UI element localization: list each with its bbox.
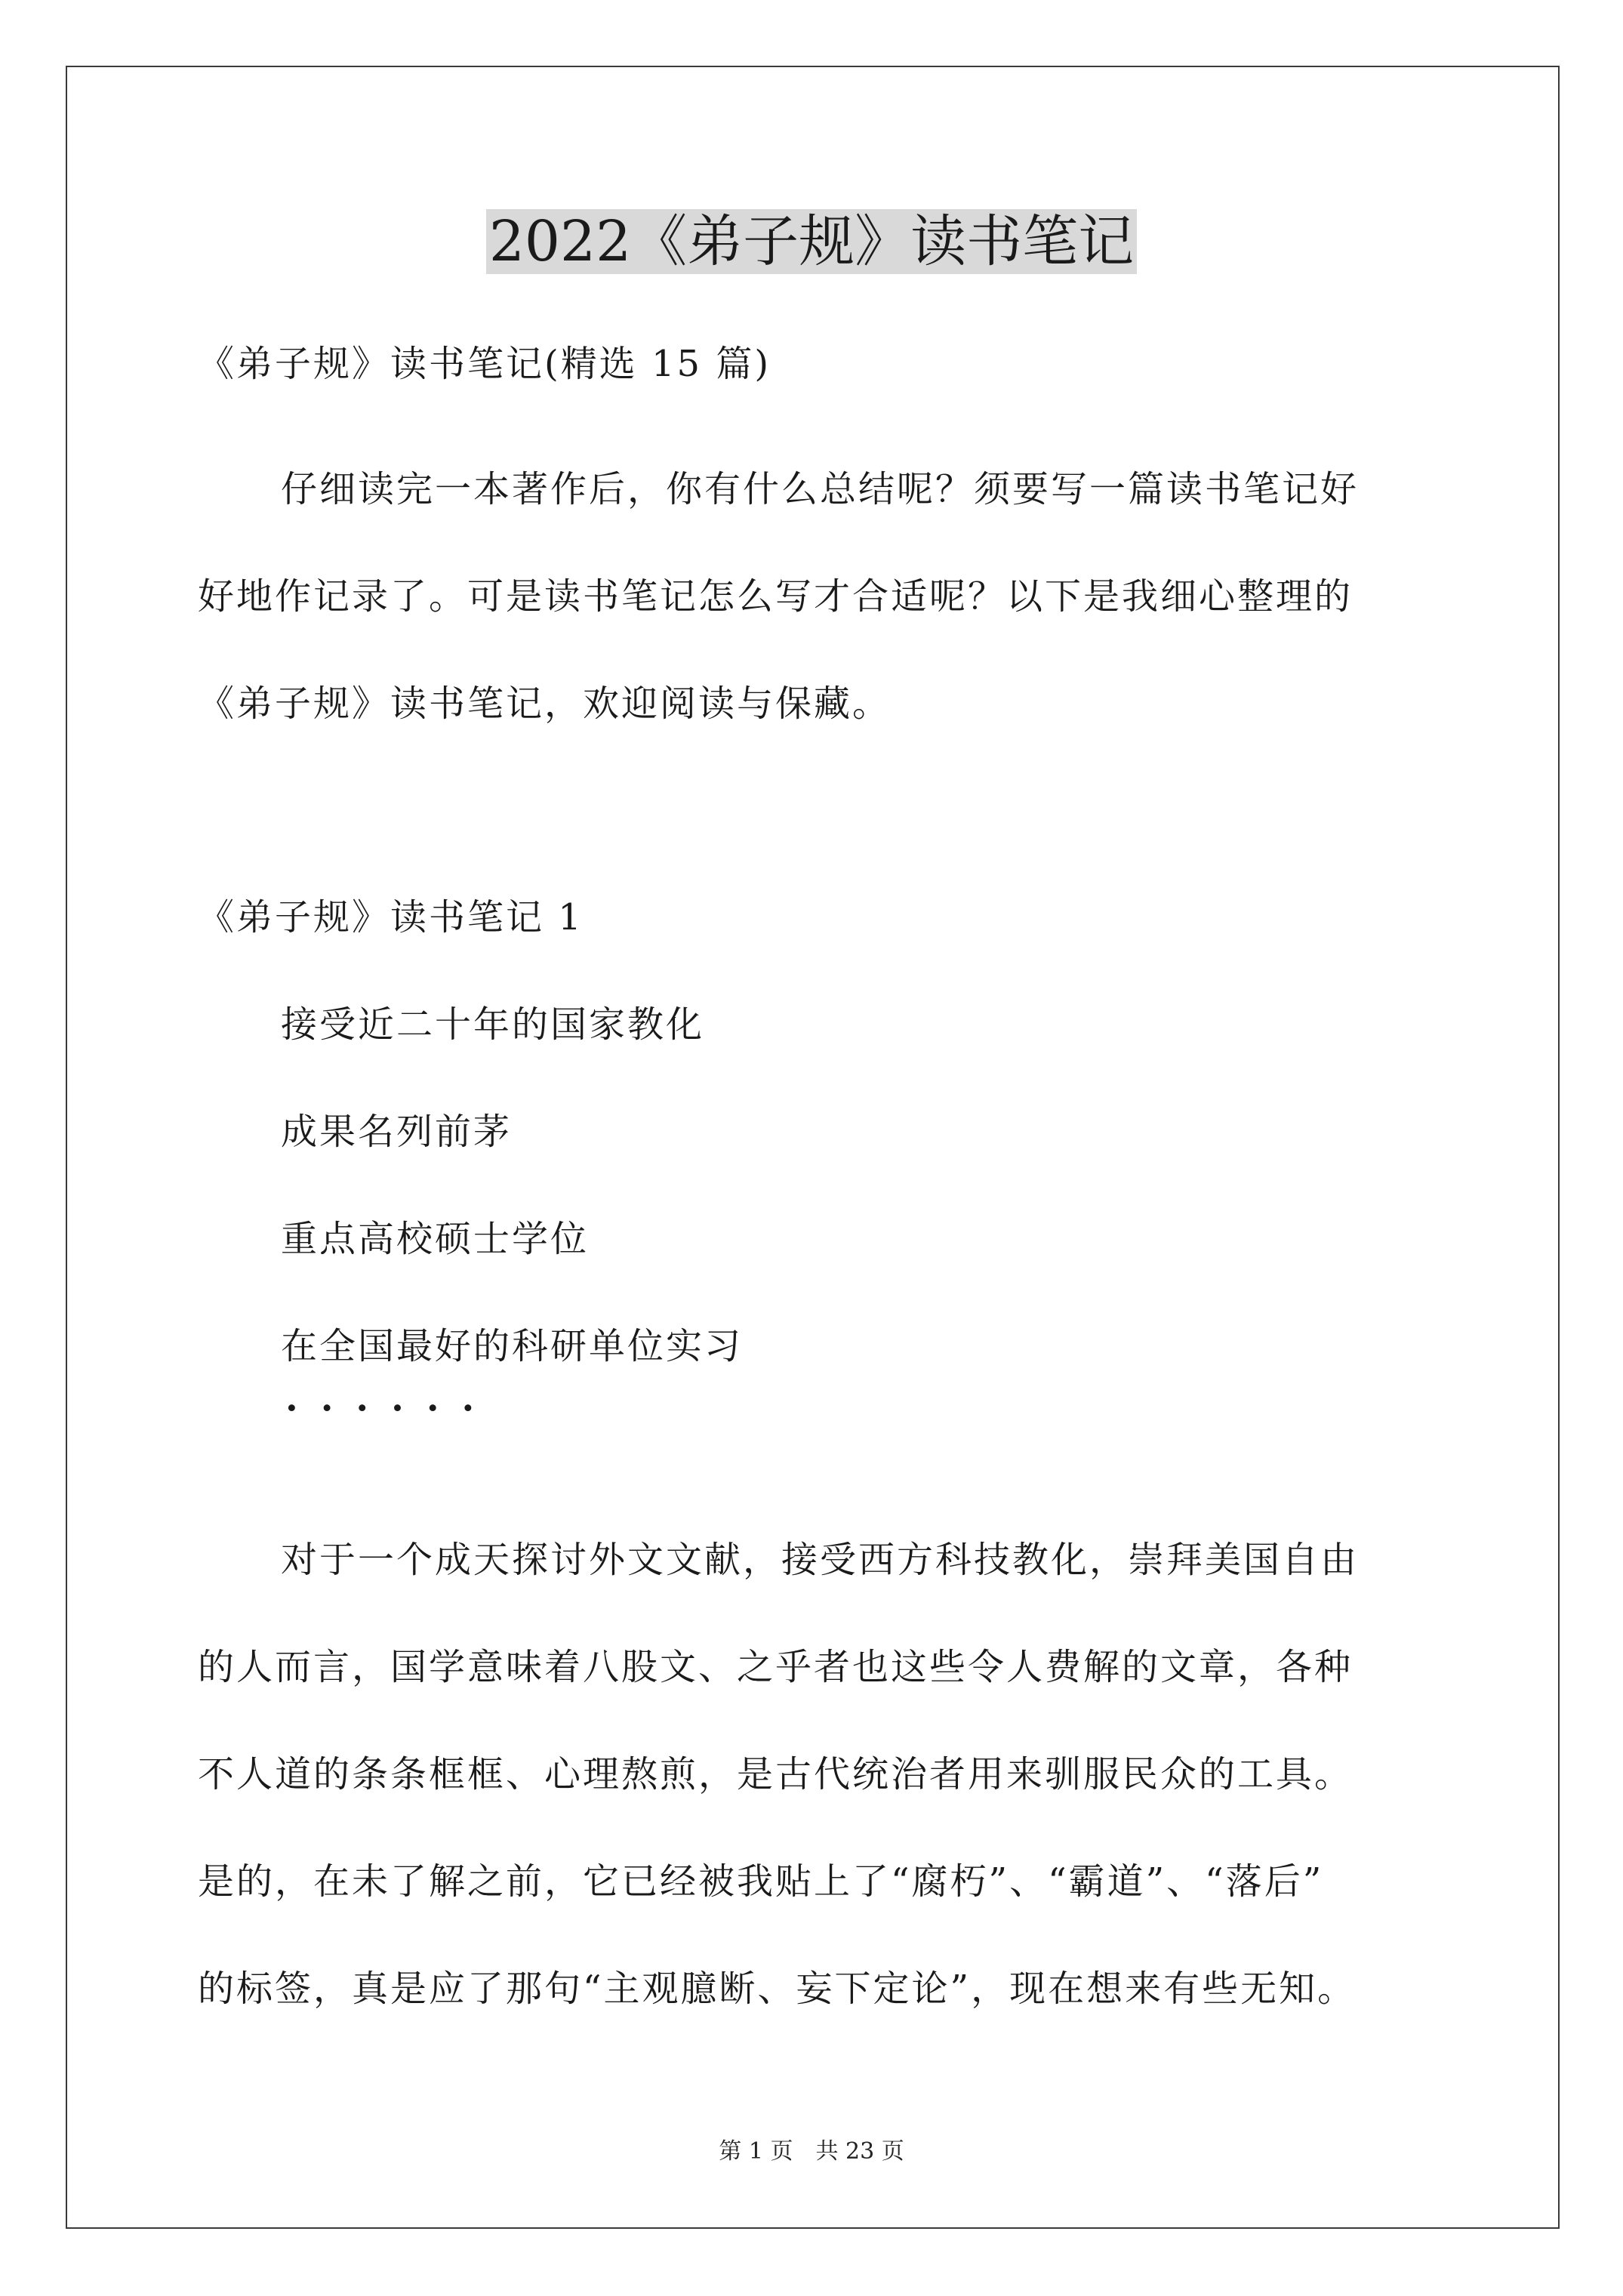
document-title-text: 2022《弟子规》读书笔记 xyxy=(486,209,1137,274)
verse-line-4: 在全国最好的科研单位实习 xyxy=(281,1325,744,1367)
document-subtitle: 《弟子规》读书笔记(精选 15 篇) xyxy=(198,343,771,385)
document-title xyxy=(0,204,1623,279)
intro-line-1: 仔细读完一本著作后，你有什么总结呢？须要写一篇读书笔记好 xyxy=(281,468,1360,510)
verse-line-3: 重点高校硕士学位 xyxy=(281,1218,590,1260)
intro-line-3: 《弟子规》读书笔记，欢迎阅读与保藏。 xyxy=(198,683,892,725)
ellipsis-dots: ······ xyxy=(285,1387,497,1429)
body-line-1: 对于一个成天探讨外文文献，接受西方科技教化，崇拜美国自由 xyxy=(281,1539,1360,1581)
page-footer: 第 1 页 共 23 页 xyxy=(719,2138,904,2165)
body-line-5: 的标签，真是应了那句“主观臆断、妄下定论”，现在想来有些无知。 xyxy=(198,1968,1357,2010)
body-line-2: 的人而言，国学意味着八股文、之乎者也这些令人费解的文章，各种 xyxy=(198,1646,1354,1688)
verse-line-2: 成果名列前茅 xyxy=(281,1111,513,1153)
body-line-3: 不人道的条条框框、心理熬煎，是古代统治者用来驯服民众的工具。 xyxy=(198,1753,1354,1795)
body-line-4: 是的，在未了解之前，它已经被我贴上了“腐朽”、“霸道”、“落后” xyxy=(198,1860,1324,1903)
intro-line-2: 好地作记录了。可是读书笔记怎么写才合适呢？以下是我细心整理的 xyxy=(198,575,1354,618)
verse-line-1: 接受近二十年的国家教化 xyxy=(281,1003,705,1046)
section-heading: 《弟子规》读书笔记 1 xyxy=(198,896,584,938)
